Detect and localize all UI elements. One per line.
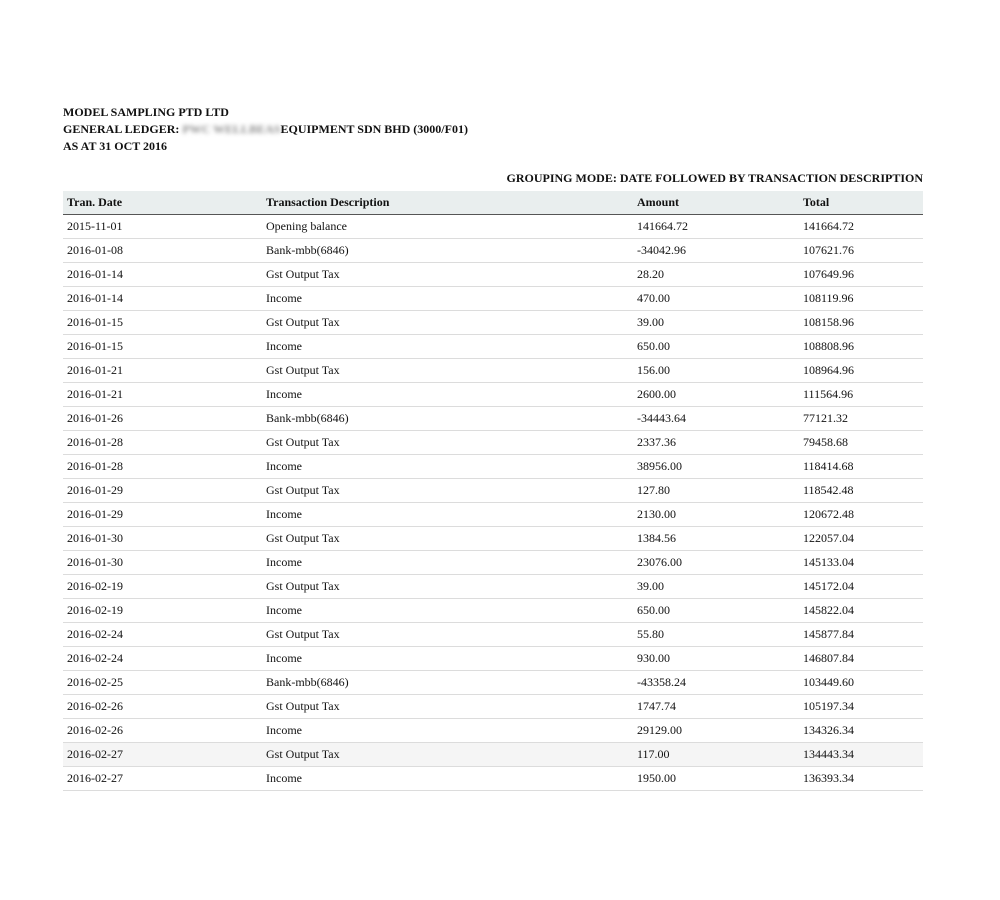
table-row <box>63 695 923 719</box>
cell-description: Bank-mbb(6846) <box>262 239 633 263</box>
cell-amount: 156.00 <box>633 359 799 383</box>
ledger-suffix: EQUIPMENT SDN BHD (3000/F01) <box>280 122 468 136</box>
cell-tran-date: 2016-02-19 <box>63 575 262 599</box>
cell-amount: 117.00 <box>633 743 799 767</box>
cell-description: Gst Output Tax <box>262 575 633 599</box>
cell-tran-date: 2016-02-25 <box>63 671 262 695</box>
cell-tran-date: 2015-11-01 <box>63 215 262 239</box>
cell-amount: 930.00 <box>633 647 799 671</box>
table-row <box>63 431 923 455</box>
table-row <box>63 407 923 431</box>
table-row <box>63 479 923 503</box>
cell-tran-date: 2016-01-26 <box>63 407 262 431</box>
cell-tran-date: 2016-02-24 <box>63 623 262 647</box>
cell-tran-date: 2016-01-08 <box>63 239 262 263</box>
cell-total: 145822.04 <box>799 599 923 623</box>
cell-description: Income <box>262 599 633 623</box>
cell-tran-date: 2016-01-14 <box>63 263 262 287</box>
cell-total: 145133.04 <box>799 551 923 575</box>
table-row <box>63 383 923 407</box>
table-row <box>63 215 923 239</box>
ledger-table <box>63 191 923 791</box>
table-header-row <box>63 191 923 215</box>
cell-total: 108808.96 <box>799 335 923 359</box>
cell-amount: 141664.72 <box>633 215 799 239</box>
cell-description: Gst Output Tax <box>262 527 633 551</box>
table-row <box>63 719 923 743</box>
table-row <box>63 311 923 335</box>
cell-total: 105197.34 <box>799 695 923 719</box>
cell-tran-date: 2016-01-14 <box>63 287 262 311</box>
cell-amount: 1747.74 <box>633 695 799 719</box>
cell-total: 145172.04 <box>799 575 923 599</box>
cell-description: Income <box>262 383 633 407</box>
ledger-table-body <box>63 215 923 791</box>
cell-total: 108119.96 <box>799 287 923 311</box>
cell-amount: 38956.00 <box>633 455 799 479</box>
table-row <box>63 623 923 647</box>
cell-tran-date: 2016-02-24 <box>63 647 262 671</box>
cell-total: 77121.32 <box>799 407 923 431</box>
cell-total: 146807.84 <box>799 647 923 671</box>
cell-amount: 1384.56 <box>633 527 799 551</box>
cell-description: Gst Output Tax <box>262 359 633 383</box>
table-row <box>63 743 923 767</box>
header-tran-date: Tran. Date <box>63 191 262 215</box>
ledger-prefix: GENERAL LEDGER: <box>63 122 183 136</box>
cell-total: 120672.48 <box>799 503 923 527</box>
cell-amount: 2600.00 <box>633 383 799 407</box>
cell-total: 136393.34 <box>799 767 923 791</box>
cell-amount: 23076.00 <box>633 551 799 575</box>
table-row <box>63 503 923 527</box>
cell-description: Income <box>262 551 633 575</box>
cell-description: Income <box>262 455 633 479</box>
cell-amount: 28.20 <box>633 263 799 287</box>
cell-tran-date: 2016-01-30 <box>63 527 262 551</box>
cell-description: Income <box>262 719 633 743</box>
cell-total: 108964.96 <box>799 359 923 383</box>
cell-description: Bank-mbb(6846) <box>262 407 633 431</box>
cell-tran-date: 2016-01-30 <box>63 551 262 575</box>
table-row <box>63 527 923 551</box>
cell-amount: 1950.00 <box>633 767 799 791</box>
cell-description: Income <box>262 335 633 359</box>
cell-tran-date: 2016-01-15 <box>63 335 262 359</box>
cell-description: Income <box>262 767 633 791</box>
ledger-redacted-name: PWC WELLBEAS <box>182 122 281 136</box>
table-row <box>63 599 923 623</box>
cell-total: 141664.72 <box>799 215 923 239</box>
cell-total: 108158.96 <box>799 311 923 335</box>
cell-total: 118542.48 <box>799 479 923 503</box>
cell-description: Income <box>262 287 633 311</box>
cell-description: Bank-mbb(6846) <box>262 671 633 695</box>
cell-description: Gst Output Tax <box>262 695 633 719</box>
table-row <box>63 767 923 791</box>
cell-description: Opening balance <box>262 215 633 239</box>
company-name: MODEL SAMPLING PTD LTD <box>63 105 229 119</box>
cell-description: Income <box>262 503 633 527</box>
cell-tran-date: 2016-01-29 <box>63 503 262 527</box>
cell-tran-date: 2016-02-27 <box>63 767 262 791</box>
cell-tran-date: 2016-01-21 <box>63 359 262 383</box>
cell-total: 118414.68 <box>799 455 923 479</box>
header-amount: Amount <box>633 191 799 215</box>
table-row <box>63 359 923 383</box>
cell-total: 103449.60 <box>799 671 923 695</box>
cell-total: 111564.96 <box>799 383 923 407</box>
cell-amount: -34443.64 <box>633 407 799 431</box>
table-row <box>63 671 923 695</box>
cell-amount: 470.00 <box>633 287 799 311</box>
cell-total: 107649.96 <box>799 263 923 287</box>
cell-description: Gst Output Tax <box>262 479 633 503</box>
cell-amount: 55.80 <box>633 623 799 647</box>
cell-amount: 2337.36 <box>633 431 799 455</box>
report-date: AS AT 31 OCT 2016 <box>63 139 168 153</box>
cell-total: 145877.84 <box>799 623 923 647</box>
cell-description: Income <box>262 647 633 671</box>
cell-amount: -34042.96 <box>633 239 799 263</box>
table-row <box>63 647 923 671</box>
cell-tran-date: 2016-01-28 <box>63 455 262 479</box>
cell-tran-date: 2016-01-28 <box>63 431 262 455</box>
table-row <box>63 287 923 311</box>
table-row <box>63 239 923 263</box>
cell-description: Gst Output Tax <box>262 431 633 455</box>
cell-tran-date: 2016-02-27 <box>63 743 262 767</box>
cell-total: 107621.76 <box>799 239 923 263</box>
cell-description: Gst Output Tax <box>262 311 633 335</box>
cell-description: Gst Output Tax <box>262 623 633 647</box>
ledger-report <box>63 104 923 791</box>
cell-tran-date: 2016-01-29 <box>63 479 262 503</box>
header-total: Total <box>799 191 923 215</box>
cell-amount: 2130.00 <box>633 503 799 527</box>
table-row <box>63 335 923 359</box>
cell-tran-date: 2016-01-21 <box>63 383 262 407</box>
cell-total: 134443.34 <box>799 743 923 767</box>
cell-total: 79458.68 <box>799 431 923 455</box>
header-description: Transaction Description <box>262 191 633 215</box>
table-row <box>63 551 923 575</box>
cell-total: 122057.04 <box>799 527 923 551</box>
cell-amount: 650.00 <box>633 599 799 623</box>
cell-tran-date: 2016-02-26 <box>63 695 262 719</box>
cell-amount: 39.00 <box>633 311 799 335</box>
cell-amount: 650.00 <box>633 335 799 359</box>
cell-tran-date: 2016-02-19 <box>63 599 262 623</box>
cell-tran-date: 2016-02-26 <box>63 719 262 743</box>
cell-amount: 39.00 <box>633 575 799 599</box>
cell-amount: 29129.00 <box>633 719 799 743</box>
table-row <box>63 455 923 479</box>
table-row <box>63 263 923 287</box>
cell-amount: 127.80 <box>633 479 799 503</box>
cell-amount: -43358.24 <box>633 671 799 695</box>
cell-description: Gst Output Tax <box>262 743 633 767</box>
ledger-title <box>63 121 923 138</box>
cell-tran-date: 2016-01-15 <box>63 311 262 335</box>
grouping-mode: GROUPING MODE: DATE FOLLOWED BY TRANSACTION DESCRIPTION <box>506 171 923 185</box>
cell-total: 134326.34 <box>799 719 923 743</box>
cell-description: Gst Output Tax <box>262 263 633 287</box>
table-row <box>63 575 923 599</box>
